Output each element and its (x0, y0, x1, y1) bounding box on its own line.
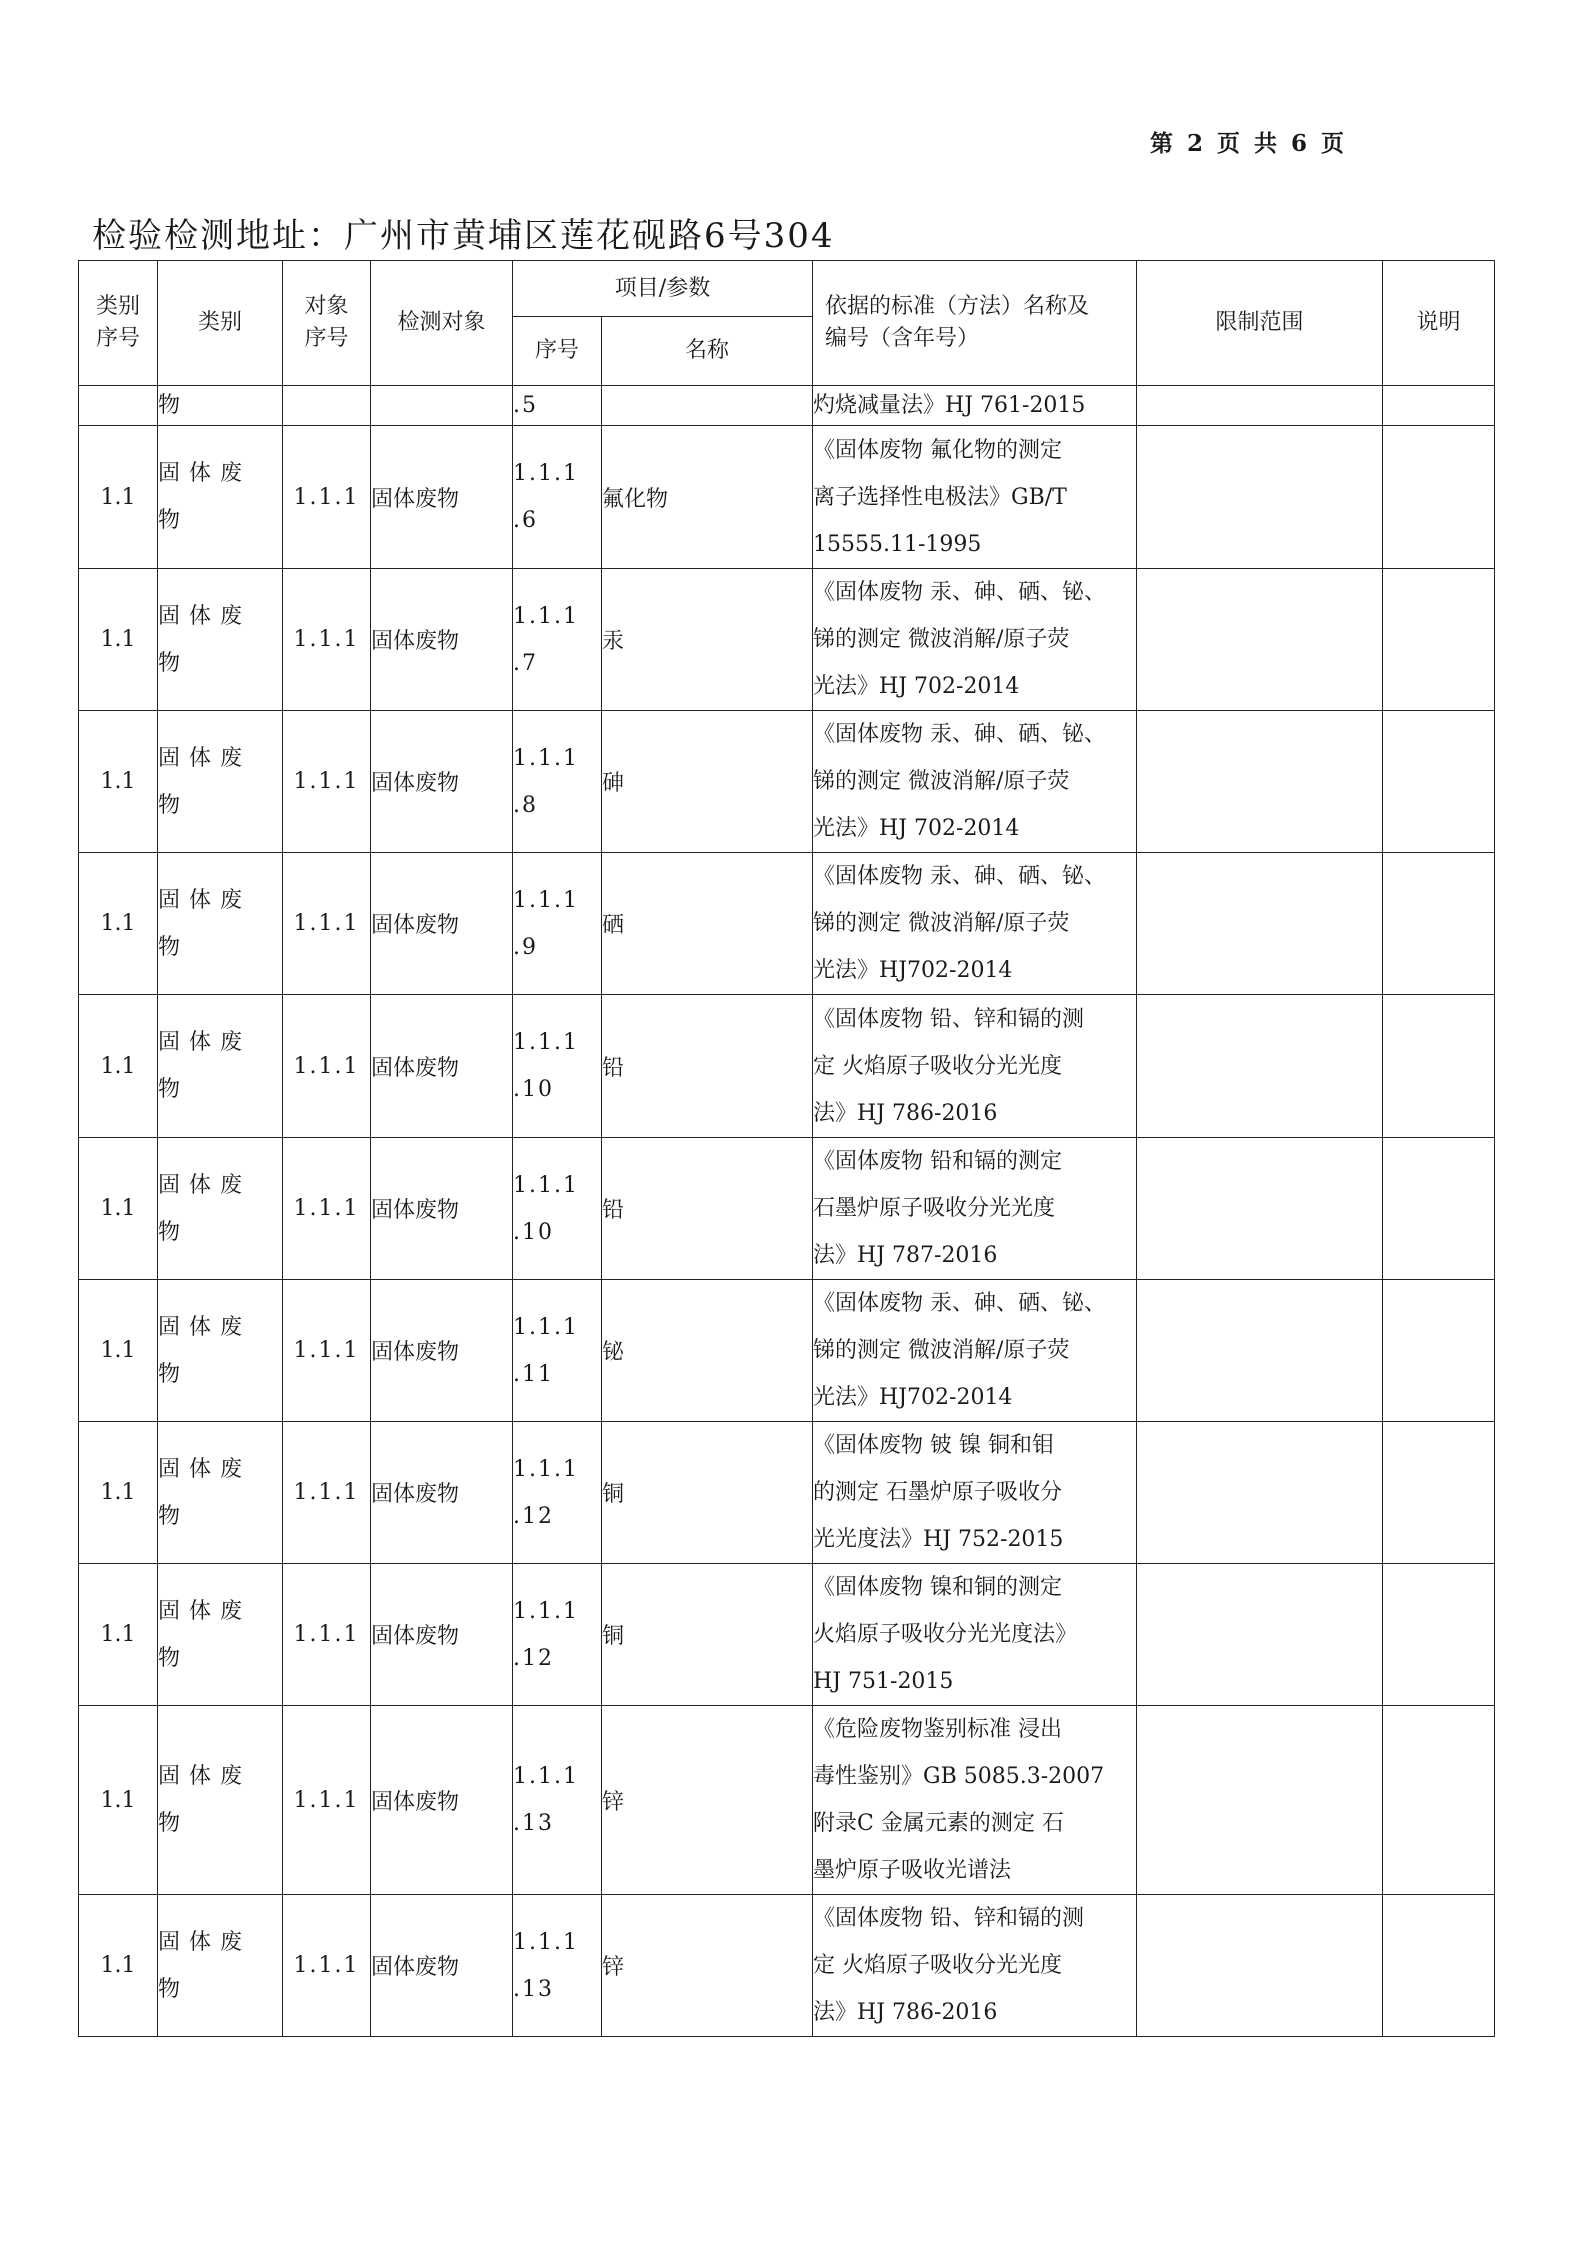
cell-item-name: 铋 (602, 1280, 813, 1422)
header-item-group: 项目/参数 (513, 261, 813, 317)
cell-note (1383, 1138, 1495, 1280)
cell-item-seq: 1.1.1 .6 (513, 426, 602, 569)
cell-standard: 《固体废物 汞、砷、硒、铋、 锑的测定 微波消解/原子荧 光法》HJ 702-2014 (813, 569, 1137, 711)
cell-obj-seq: 1.1.1 (283, 1564, 371, 1706)
cell-limit (1137, 1280, 1383, 1422)
cell-category: 固体废 物 (158, 711, 283, 853)
cell-standard: 《固体废物 铅、锌和镉的测 定 火焰原子吸收分光光度 法》HJ 786-2016 (813, 1895, 1137, 2037)
table-row (79, 1138, 1495, 1280)
cell-obj-seq: 1.1.1 (283, 995, 371, 1138)
cell-item-seq: .5 (513, 386, 602, 426)
cell-standard: 《固体废物 汞、砷、硒、铋、 锑的测定 微波消解/原子荧 光法》HJ 702-2014 (813, 711, 1137, 853)
cell-limit (1137, 1138, 1383, 1280)
cell-category: 物 (158, 386, 283, 426)
cell-cat-seq: 1.1 (79, 1280, 158, 1422)
cell-note (1383, 995, 1495, 1138)
cell-item-name: 铜 (602, 1422, 813, 1564)
cell-obj-seq: 1.1.1 (283, 1706, 371, 1895)
cell-item-seq: 1.1.1 .12 (513, 1422, 602, 1564)
cell-category: 固体废 物 (158, 569, 283, 711)
cell-note (1383, 1422, 1495, 1564)
cell-note (1383, 711, 1495, 853)
table-row (79, 995, 1495, 1138)
table-row (79, 1422, 1495, 1564)
cell-limit (1137, 386, 1383, 426)
cell-standard: 《危险废物鉴别标准 浸出 毒性鉴别》GB 5085.3-2007 附录C 金属元素的测定 石 墨炉原子吸收光谱法 (813, 1706, 1137, 1895)
cell-item-name: 硒 (602, 853, 813, 995)
cell-cat-seq: 1.1 (79, 1138, 158, 1280)
cell-standard: 《固体废物 汞、砷、硒、铋、 锑的测定 微波消解/原子荧 光法》HJ702-2014 (813, 1280, 1137, 1422)
cell-limit (1137, 1422, 1383, 1564)
cell-item-seq: 1.1.1 .10 (513, 995, 602, 1138)
cell-standard: 《固体废物 铍 镍 铜和钼 的测定 石墨炉原子吸收分 光光度法》HJ 752-2015 (813, 1422, 1137, 1564)
cell-obj-seq: 1.1.1 (283, 853, 371, 995)
cell-object: 固体废物 (371, 1564, 513, 1706)
cell-item-seq: 1.1.1 .10 (513, 1138, 602, 1280)
cell-limit (1137, 853, 1383, 995)
cell-object: 固体废物 (371, 1422, 513, 1564)
table-row (79, 1564, 1495, 1706)
cell-item-seq: 1.1.1 .13 (513, 1706, 602, 1895)
cell-item-name: 锌 (602, 1706, 813, 1895)
cell-object: 固体废物 (371, 853, 513, 995)
scope-table (78, 260, 1495, 2037)
table-row (79, 1706, 1495, 1895)
cell-object (371, 386, 513, 426)
table-row (79, 569, 1495, 711)
cell-cat-seq: 1.1 (79, 1706, 158, 1895)
cell-standard: 《固体废物 铅、锌和镉的测 定 火焰原子吸收分光光度 法》HJ 786-2016 (813, 995, 1137, 1138)
header-cat-seq: 类别 序号 (79, 261, 158, 386)
header-object: 检测对象 (371, 261, 513, 386)
cell-item-seq: 1.1.1 .8 (513, 711, 602, 853)
cell-limit (1137, 1564, 1383, 1706)
cell-obj-seq: 1.1.1 (283, 711, 371, 853)
cell-item-seq: 1.1.1 .13 (513, 1895, 602, 2037)
cell-category: 固体废 物 (158, 1138, 283, 1280)
cell-object: 固体废物 (371, 1895, 513, 2037)
cell-standard: 《固体废物 镍和铜的测定 火焰原子吸收分光光度法》 HJ 751-2015 (813, 1564, 1137, 1706)
header-item-name: 名称 (602, 317, 813, 386)
table-row (79, 1895, 1495, 2037)
cell-note (1383, 1895, 1495, 2037)
cell-object: 固体废物 (371, 1280, 513, 1422)
cell-obj-seq: 1.1.1 (283, 426, 371, 569)
cell-category: 固体废 物 (158, 426, 283, 569)
cell-category: 固体废 物 (158, 1280, 283, 1422)
table-body (79, 386, 1495, 2037)
cell-standard: 《固体废物 铅和镉的测定 石墨炉原子吸收分光光度 法》HJ 787-2016 (813, 1138, 1137, 1280)
cell-object: 固体废物 (371, 1706, 513, 1895)
cell-cat-seq: 1.1 (79, 995, 158, 1138)
table-header (79, 261, 1495, 386)
header-standard: 依据的标准（方法）名称及 编号（含年号） (813, 261, 1137, 386)
cell-category: 固体废 物 (158, 1564, 283, 1706)
cell-category: 固体废 物 (158, 995, 283, 1138)
cell-object: 固体废物 (371, 711, 513, 853)
cell-note (1383, 569, 1495, 711)
header-item-seq: 序号 (513, 317, 602, 386)
cell-cat-seq: 1.1 (79, 569, 158, 711)
cell-cat-seq: 1.1 (79, 853, 158, 995)
cell-obj-seq (283, 386, 371, 426)
continuation-row (79, 386, 1495, 426)
page-number: 第 2 页 共 6 页 (1150, 130, 1348, 157)
cell-limit (1137, 1895, 1383, 2037)
cell-cat-seq: 1.1 (79, 1564, 158, 1706)
cell-object: 固体废物 (371, 426, 513, 569)
cell-note (1383, 1564, 1495, 1706)
cell-obj-seq: 1.1.1 (283, 1280, 371, 1422)
cell-cat-seq (79, 386, 158, 426)
cell-cat-seq: 1.1 (79, 426, 158, 569)
cell-obj-seq: 1.1.1 (283, 1422, 371, 1564)
cell-standard: 《固体废物 汞、砷、硒、铋、 锑的测定 微波消解/原子荧 光法》HJ702-2014 (813, 853, 1137, 995)
header-obj-seq: 对象 序号 (283, 261, 371, 386)
cell-item-name: 铅 (602, 1138, 813, 1280)
cell-note (1383, 1280, 1495, 1422)
table-row (79, 711, 1495, 853)
cell-object: 固体废物 (371, 995, 513, 1138)
cell-category: 固体废 物 (158, 1895, 283, 2037)
table-row (79, 1280, 1495, 1422)
header-note: 说明 (1383, 261, 1495, 386)
cell-item-name: 汞 (602, 569, 813, 711)
cell-cat-seq: 1.1 (79, 1422, 158, 1564)
cell-item-name (602, 386, 813, 426)
table-row (79, 853, 1495, 995)
cell-note (1383, 386, 1495, 426)
testing-address: 检验检测地址：广州市黄埔区莲花砚路6号304 (92, 216, 835, 256)
cell-item-name: 砷 (602, 711, 813, 853)
cell-obj-seq: 1.1.1 (283, 1895, 371, 2037)
cell-obj-seq: 1.1.1 (283, 569, 371, 711)
header-limit: 限制范围 (1137, 261, 1383, 386)
cell-item-name: 氟化物 (602, 426, 813, 569)
cell-note (1383, 426, 1495, 569)
cell-item-name: 铅 (602, 995, 813, 1138)
cell-limit (1137, 995, 1383, 1138)
cell-item-seq: 1.1.1 .9 (513, 853, 602, 995)
cell-item-name: 锌 (602, 1895, 813, 2037)
cell-obj-seq: 1.1.1 (283, 1138, 371, 1280)
cell-cat-seq: 1.1 (79, 711, 158, 853)
cell-limit (1137, 569, 1383, 711)
cell-category: 固体废 物 (158, 1706, 283, 1895)
cell-item-name: 铜 (602, 1564, 813, 1706)
cell-category: 固体废 物 (158, 1422, 283, 1564)
cell-limit (1137, 711, 1383, 853)
cell-item-seq: 1.1.1 .11 (513, 1280, 602, 1422)
cell-standard: 《固体废物 氟化物的测定 离子选择性电极法》GB/T 15555.11-1995 (813, 426, 1137, 569)
cell-item-seq: 1.1.1 .7 (513, 569, 602, 711)
cell-object: 固体废物 (371, 1138, 513, 1280)
cell-cat-seq: 1.1 (79, 1895, 158, 2037)
cell-limit (1137, 1706, 1383, 1895)
cell-category: 固体废 物 (158, 853, 283, 995)
cell-note (1383, 853, 1495, 995)
header-category: 类别 (158, 261, 283, 386)
cell-item-seq: 1.1.1 .12 (513, 1564, 602, 1706)
cell-standard: 灼烧减量法》HJ 761-2015 (813, 386, 1137, 426)
cell-limit (1137, 426, 1383, 569)
cell-object: 固体废物 (371, 569, 513, 711)
cell-note (1383, 1706, 1495, 1895)
table-row (79, 426, 1495, 569)
